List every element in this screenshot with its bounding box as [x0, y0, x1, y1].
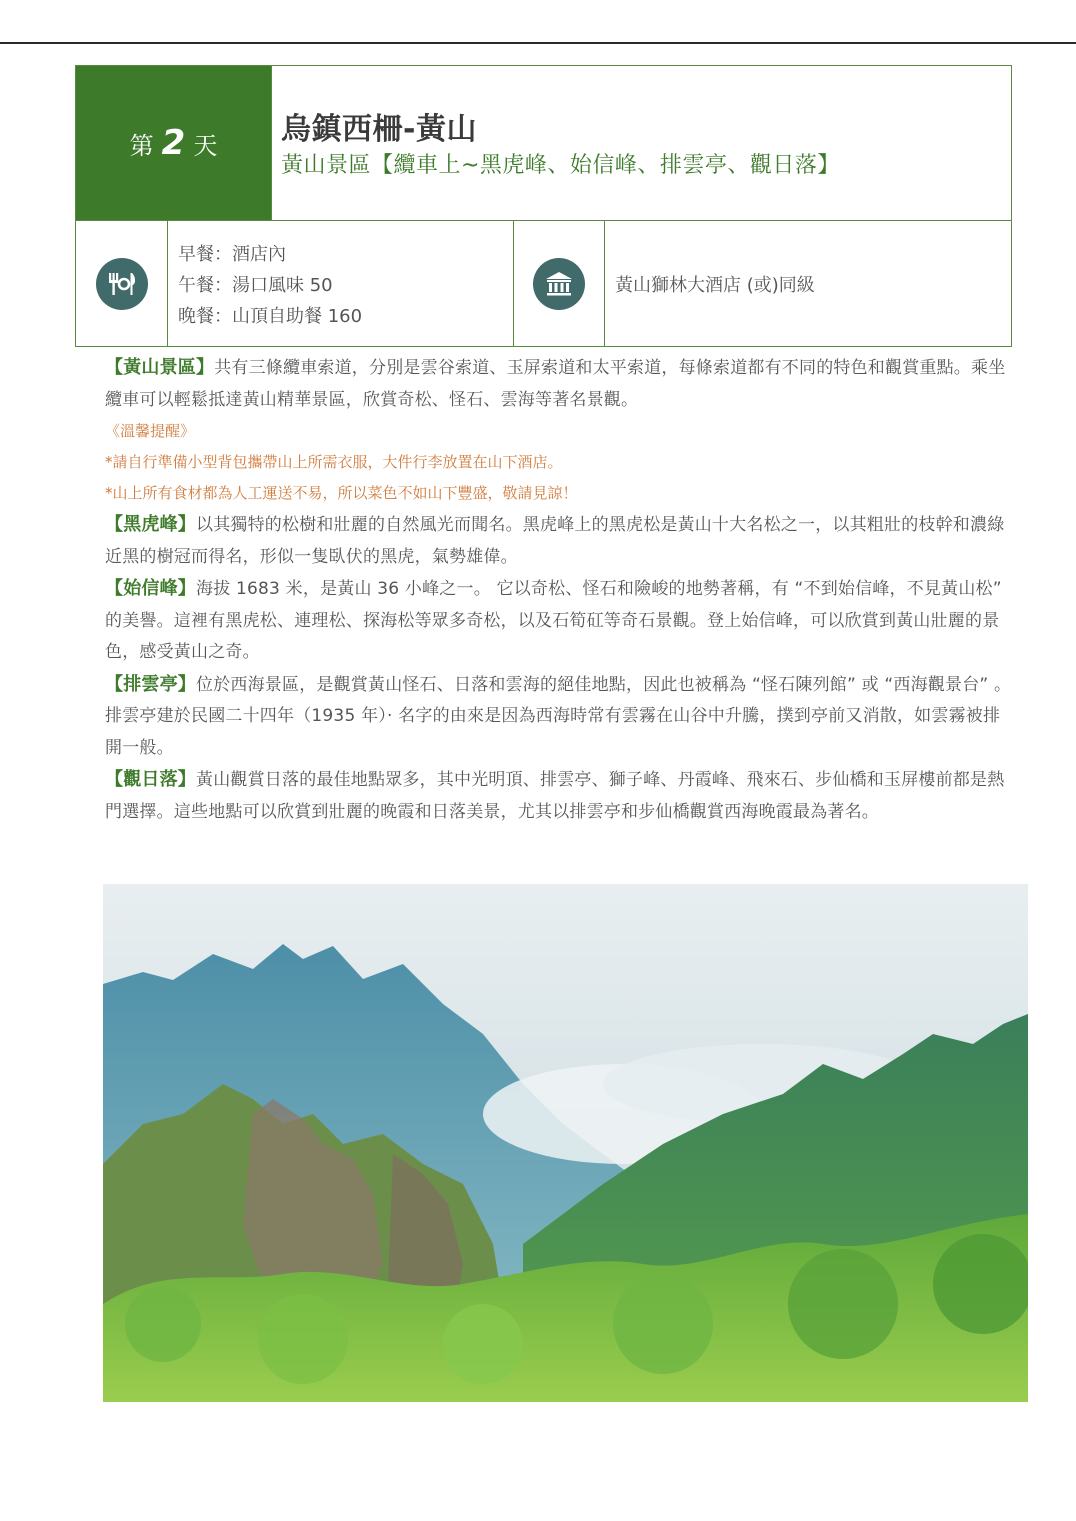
section-shixin: [105, 573, 1017, 669]
section-heihu: [105, 509, 1017, 573]
section-text: 共有三條纜車索道，分別是雲谷索道、玉屏索道和太平索道，每條索道都有不同的特色和觀賞重點。乘坐纜車可以輕鬆抵達黃山精華景區，欣賞奇松、怪石、雲海等著名景觀。: [105, 358, 1006, 410]
section-label: 【始信峰】: [105, 578, 196, 599]
huangshan-landscape-photo: [103, 884, 1028, 1402]
section-label: 【觀日落】: [105, 769, 196, 790]
building-icon: [533, 258, 585, 310]
meals-cell: [168, 221, 514, 346]
section-label: 【黃山景區】: [105, 357, 215, 378]
lunch-text: 午餐：湯口風味 50: [178, 275, 333, 296]
meals-hotel-row: [76, 220, 1011, 346]
itinerary-description: [105, 352, 1017, 828]
section-text: 海拔 1683 米，是黃山 36 小峰之一。 它以奇松、怪石和險峻的地勢著稱，有 “不到始信峰，不見黃山松” 的美譽。這裡有黑虎松、連理松、探海松等眾多奇松，以及石筍矼等奇石景觀。登上始信峰，可以欣賞到黃山壯麗的景色，感受黃山之奇。: [105, 579, 1002, 662]
day-number: 2: [161, 123, 186, 163]
hotel-cell: [605, 221, 1011, 346]
itinerary-header-table: [75, 65, 1012, 347]
section-label: 【黑虎峰】: [105, 514, 196, 535]
section-paiyun: [105, 669, 1017, 765]
section-huangshan: [105, 352, 1017, 416]
section-sunset: [105, 764, 1017, 828]
title-cell: [271, 66, 1011, 220]
tip-line-1: *請自行準備小型背包攜帶山上所需衣服，大件行李放置在山下酒店。: [105, 453, 563, 471]
page-subtitle: 黃山景區【纜車上~黑虎峰、始信峰、排雲亭、觀日落】: [281, 153, 840, 178]
day-badge: [76, 66, 271, 220]
section-text: 黃山觀賞日落的最佳地點眾多，其中光明頂、排雲亭、獅子峰、丹霞峰、飛來石、步仙橋和玉屏樓前都是熱門選擇。這些地點可以欣賞到壯麗的晚霞和日落美景，尤其以排雲亭和步仙橋觀賞西海晚霞最為著名。: [105, 770, 1005, 822]
utensils-icon: [96, 258, 148, 310]
day-prefix: 第: [129, 131, 154, 160]
tips-title: 《溫馨提醒》: [105, 422, 196, 440]
hotel-name: 黃山獅林大酒店 (或)同級: [615, 274, 815, 296]
day-suffix: 天: [193, 131, 218, 160]
page-title: 烏鎮西柵-黃山: [281, 112, 477, 147]
hotel-icon-cell: [514, 221, 605, 346]
section-label: 【排雲亭】: [105, 673, 196, 695]
section-text: 位於西海景區，是觀賞黃山怪石、日落和雲海的絕佳地點，因此也被稱為 “怪石陳列館” 或 “西海觀景台” 。排雲亭建於民國二十四年（1935 年）· 名字的由來是因為西海時常有雲霧在山谷中升騰，撲到亭前又消散，如雲霧被排開一般。: [105, 674, 1012, 758]
top-rule: [0, 42, 1076, 44]
breakfast-text: 早餐：酒店內: [178, 244, 286, 265]
dinner-text: 晚餐：山頂自助餐 160: [178, 306, 363, 327]
meal-icon-cell: [76, 221, 168, 346]
section-text: 以其獨特的松樹和壯麗的自然風光而聞名。黑虎峰上的黑虎松是黃山十大名松之一，以其粗壯的枝幹和濃綠近黑的樹冠而得名，形似一隻臥伏的黑虎，氣勢雄偉。: [105, 515, 1005, 567]
tip-line-2: *山上所有食材都為人工運送不易，所以菜色不如山下豐盛，敬請見諒！: [105, 484, 578, 502]
